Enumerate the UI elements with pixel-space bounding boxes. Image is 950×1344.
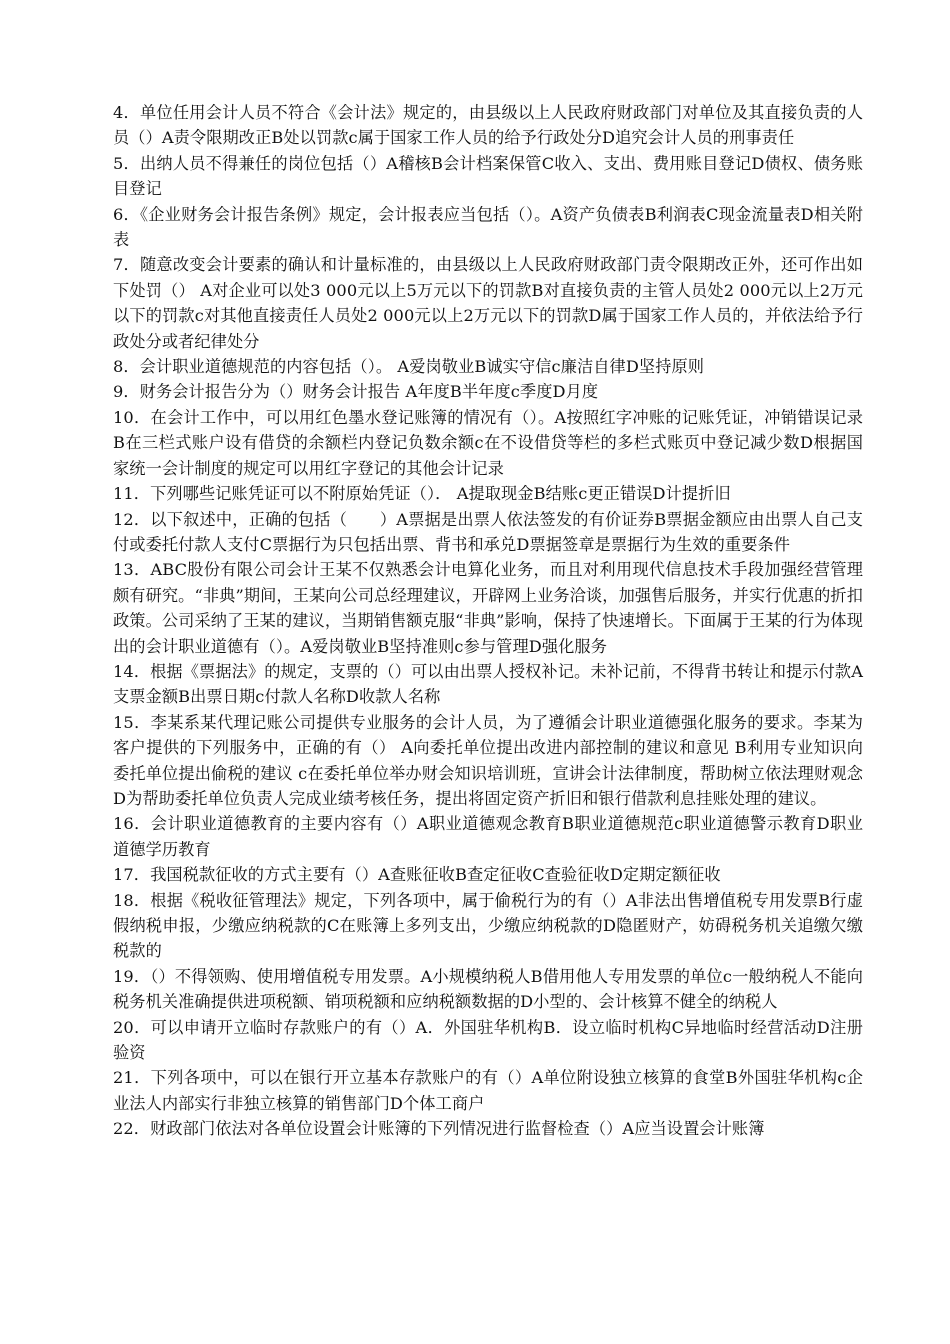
question-8: 8．会计职业道德规范的内容包括（）。 A爱岗敬业B诚实守信c廉洁自律D坚持原则: [113, 357, 705, 377]
question-11: 11．下列哪些记账凭证可以不附原始凭证（）． A提取现金B结账c更正错误D计提折旧: [113, 484, 731, 504]
question-21: 21．下列各项中，可以在银行开立基本存款账户的有（）A单位附设独立核算的食堂B外国驻华机构c企业法人内部实行非独立核算的销售部门D个体工商户: [113, 1068, 863, 1113]
question-17: 17．我国税款征收的方式主要有（）A查账征收B查定征收C查验征收D定期定额征收: [113, 865, 721, 885]
question-5: 5．出纳人员不得兼任的岗位包括（）A稽核B会计档案保管C收入、支出、费用账目登记D债权、债务账目登记: [113, 153, 863, 199]
question-16: 16．会计职业道德教育的主要内容有（）A职业道德观念教育B职业道德规范c职业道德警示教育D职业道德学历教育: [113, 814, 863, 859]
question-20: 20．可以申请开立临时存款账户的有（）A．外国驻华机构B．设立临时机构C异地临时经营活动D注册验资: [113, 1017, 863, 1063]
question-7: 7．随意改变会计要素的确认和计量标准的，由县级以上人民政府财政部门责令限期改正外，还可作出如下处罚（） A对企业可以处3 000元以上5万元以下的罚款B对直接负责的主管人员处2 000元以上2万元以下的罚款c对其他直接责任人员处2 000元以上2万元以下的罚款D属于国家工作人员的，并依法给予行政处分或者纪律处分: [113, 255, 863, 351]
question-9: 9．财务会计报告分为（）财务会计报告 A年度B半年度c季度D月度: [113, 382, 599, 402]
question-18: 18．根据《税收征管理法》规定，下列各项中，属于偷税行为的有（）A非法出售增值税专用发票B行虚假纳税申报，少缴应纳税款的C在账簿上多列支出，少缴应纳税款的D隐匿财产，妨碍税务机关追缴欠缴税款的: [113, 890, 863, 961]
question-15: 15．李某系某代理记账公司提供专业服务的会计人员，为了遵循会计职业道德强化服务的要求。李某为客户提供的下列服务中，正确的有（） A向委托单位提出改进内部控制的建议和意见 B利用专业知识向委托单位提出偷税的建议 c在委托单位举办财会知识培训班，宣讲会计法律制度，帮助树立依法理财观念 D为帮助委托单位负责人完成业绩考核任务，提出将固定资产折旧和银行借款利息挂账处理的建议。: [113, 712, 863, 808]
question-10: 10．在会计工作中，可以用红色墨水登记账簿的情况有（）。A按照红字冲账的记账凭证，冲销错误记录B在三栏式账户设有借贷的余额栏内登记负数余额c在不设借贷等栏的多栏式账页中登记减少数D根据国家统一会计制度的规定可以用红字登记的其他会计记录: [113, 407, 863, 478]
question-13: 13．ABC股份有限公司会计王某不仅熟悉会计电算化业务，而且对利用现代信息技术手段加强经营管理颇有研究。“非典”期间，王某向公司总经理建议，开辟网上业务洽谈，加强售后服务，并实行优惠的折扣政策。公司采纳了王某的建议，当期销售额克服“非典”影响，保持了快速增长。下面属于王某的行为体现出的会计职业道德有（）。A爱岗敬业B坚持准则c参与管理D强化服务: [113, 560, 863, 656]
question-19: 19．（）不得领购、使用增值税专用发票。A小规模纳税人B借用他人专用发票的单位c一般纳税人不能向税务机关准确提供进项税额、销项税额和应纳税额数据的D小型的、会计核算不健全的纳税人: [113, 966, 863, 1012]
question-4: 4．单位任用会计人员不符合《会计法》规定的，由县级以上人民政府财政部门对单位及其直接负责的人员（）A责令限期改正B处以罚款c属于国家工作人员的给予行政处分D追究会计人员的刑事责任: [113, 103, 863, 148]
question-22: 22．财政部门依法对各单位设置会计账簿的下列情况进行监督检查（）A应当设置会计账簿: [113, 1119, 765, 1139]
question-14: 14．根据《票据法》的规定，支票的（）可以由出票人授权补记。未补记前，不得背书转让和提示付款A支票金额B出票日期c付款人名称D收款人名称: [113, 661, 863, 707]
question-6: 6．《企业财务会计报告条例》规定，会计报表应当包括（）。A资产负债表B利润表C现金流量表D相关附表: [113, 204, 863, 250]
document-page: [113, 100, 863, 1142]
question-12: 12．以下叙述中，正确的包括（ ）A票据是出票人依法签发的有价证券B票据金额应由出票人自己支付或委托付款人支付C票据行为只包括出票、背书和承兑D票据签章是票据行为生效的重要条件: [113, 509, 863, 554]
